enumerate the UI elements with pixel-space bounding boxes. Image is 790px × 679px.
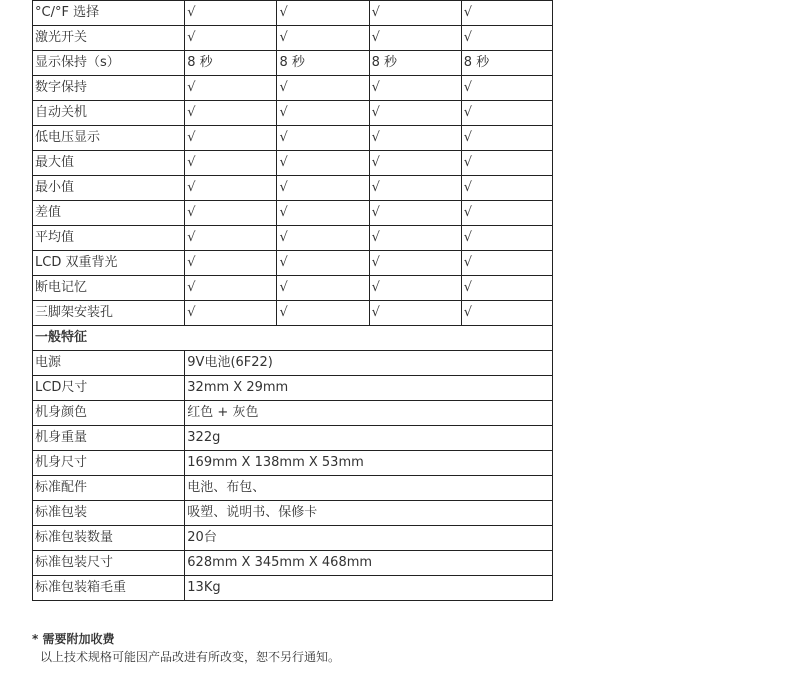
table-row xyxy=(33,101,553,126)
row-value: 628mm X 345mm X 468mm xyxy=(185,551,553,576)
row-value: √ xyxy=(185,201,277,226)
row-value: 红色 + 灰色 xyxy=(185,401,553,426)
row-value: 32mm X 29mm xyxy=(185,376,553,401)
row-value: √ xyxy=(461,1,552,26)
row-label: 差值 xyxy=(33,201,185,226)
row-value: √ xyxy=(461,151,552,176)
table-row xyxy=(33,1,553,26)
row-value: √ xyxy=(461,101,552,126)
row-label: 最大值 xyxy=(33,151,185,176)
row-value: √ xyxy=(461,251,552,276)
row-label: LCD尺寸 xyxy=(33,376,185,401)
row-value: √ xyxy=(185,151,277,176)
row-value: √ xyxy=(277,151,369,176)
table-row xyxy=(33,376,553,401)
row-value: 13Kg xyxy=(185,576,553,601)
row-value: √ xyxy=(277,126,369,151)
row-label: 标准包装尺寸 xyxy=(33,551,185,576)
row-value: √ xyxy=(277,276,369,301)
row-label: 标准配件 xyxy=(33,476,185,501)
row-label: 机身颜色 xyxy=(33,401,185,426)
row-value: √ xyxy=(185,76,277,101)
row-value: 8 秒 xyxy=(277,51,369,76)
table-row xyxy=(33,301,553,326)
table-row xyxy=(33,176,553,201)
table-row xyxy=(33,201,553,226)
row-value: √ xyxy=(461,176,552,201)
table-row xyxy=(33,26,553,51)
row-value: 169mm X 138mm X 53mm xyxy=(185,451,553,476)
row-value: √ xyxy=(369,176,461,201)
row-value: 20台 xyxy=(185,526,553,551)
row-value: √ xyxy=(369,101,461,126)
row-value: √ xyxy=(461,76,552,101)
row-value: 电池、布包、 xyxy=(185,476,553,501)
row-label: 自动关机 xyxy=(33,101,185,126)
section-title: 一般特征 xyxy=(33,326,553,351)
row-value: √ xyxy=(277,101,369,126)
row-label: 三脚架安装孔 xyxy=(33,301,185,326)
footnote xyxy=(32,630,340,666)
row-value: √ xyxy=(369,151,461,176)
row-label: °C/°F 选择 xyxy=(33,1,185,26)
table-row xyxy=(33,501,553,526)
row-value: √ xyxy=(369,1,461,26)
row-value: √ xyxy=(461,201,552,226)
row-value: 8 秒 xyxy=(369,51,461,76)
row-value: 8 秒 xyxy=(461,51,552,76)
row-value: √ xyxy=(277,201,369,226)
table-row xyxy=(33,251,553,276)
row-label: 标准包装数量 xyxy=(33,526,185,551)
row-value: √ xyxy=(461,276,552,301)
spec-table xyxy=(32,0,553,601)
row-value: √ xyxy=(185,226,277,251)
row-value: √ xyxy=(369,76,461,101)
table-row xyxy=(33,351,553,376)
row-label: 显示保持（s） xyxy=(33,51,185,76)
row-value: √ xyxy=(277,176,369,201)
row-value: √ xyxy=(461,301,552,326)
row-label: 平均值 xyxy=(33,226,185,251)
row-value: 8 秒 xyxy=(185,51,277,76)
table-row xyxy=(33,51,553,76)
table-row xyxy=(33,576,553,601)
row-value: √ xyxy=(369,26,461,51)
row-label: 数字保持 xyxy=(33,76,185,101)
general-rows xyxy=(33,351,553,601)
table-row xyxy=(33,426,553,451)
row-value: √ xyxy=(461,126,552,151)
row-label: 标准包装箱毛重 xyxy=(33,576,185,601)
section-header-row xyxy=(33,326,553,351)
table-row xyxy=(33,451,553,476)
table-row xyxy=(33,276,553,301)
feature-rows xyxy=(33,1,553,326)
row-value: √ xyxy=(369,226,461,251)
row-value: √ xyxy=(185,26,277,51)
general-section xyxy=(33,326,553,351)
row-value: √ xyxy=(185,176,277,201)
row-value: √ xyxy=(369,276,461,301)
row-label: 电源 xyxy=(33,351,185,376)
row-value: √ xyxy=(369,126,461,151)
row-label: 最小值 xyxy=(33,176,185,201)
row-value: √ xyxy=(277,1,369,26)
row-value: √ xyxy=(185,1,277,26)
row-label: 激光开关 xyxy=(33,26,185,51)
row-value: √ xyxy=(369,201,461,226)
row-value: 322g xyxy=(185,426,553,451)
row-value: 9V电池(6F22) xyxy=(185,351,553,376)
row-value: √ xyxy=(461,226,552,251)
row-label: 低电压显示 xyxy=(33,126,185,151)
row-label: 机身尺寸 xyxy=(33,451,185,476)
table-row xyxy=(33,126,553,151)
footnote-title: * 需要附加收费 xyxy=(32,632,115,646)
row-value: √ xyxy=(461,26,552,51)
row-value: √ xyxy=(185,251,277,276)
table-row xyxy=(33,551,553,576)
row-label: 机身重量 xyxy=(33,426,185,451)
table-row xyxy=(33,76,553,101)
table-row xyxy=(33,476,553,501)
table-row xyxy=(33,226,553,251)
row-value: √ xyxy=(185,101,277,126)
footnote-text: 以上技术规格可能因产品改进有所改变，恕不另行通知。 xyxy=(40,650,341,664)
row-value: √ xyxy=(277,251,369,276)
row-value: √ xyxy=(369,251,461,276)
row-value: √ xyxy=(185,301,277,326)
row-value: √ xyxy=(277,76,369,101)
row-label: 标准包装 xyxy=(33,501,185,526)
table-row xyxy=(33,151,553,176)
row-value: √ xyxy=(277,301,369,326)
table-row xyxy=(33,526,553,551)
row-value: √ xyxy=(369,301,461,326)
row-value: √ xyxy=(277,26,369,51)
row-label: LCD 双重背光 xyxy=(33,251,185,276)
row-value: 吸塑、说明书、保修卡 xyxy=(185,501,553,526)
row-value: √ xyxy=(277,226,369,251)
row-label: 断电记忆 xyxy=(33,276,185,301)
row-value: √ xyxy=(185,126,277,151)
row-value: √ xyxy=(185,276,277,301)
table-row xyxy=(33,401,553,426)
